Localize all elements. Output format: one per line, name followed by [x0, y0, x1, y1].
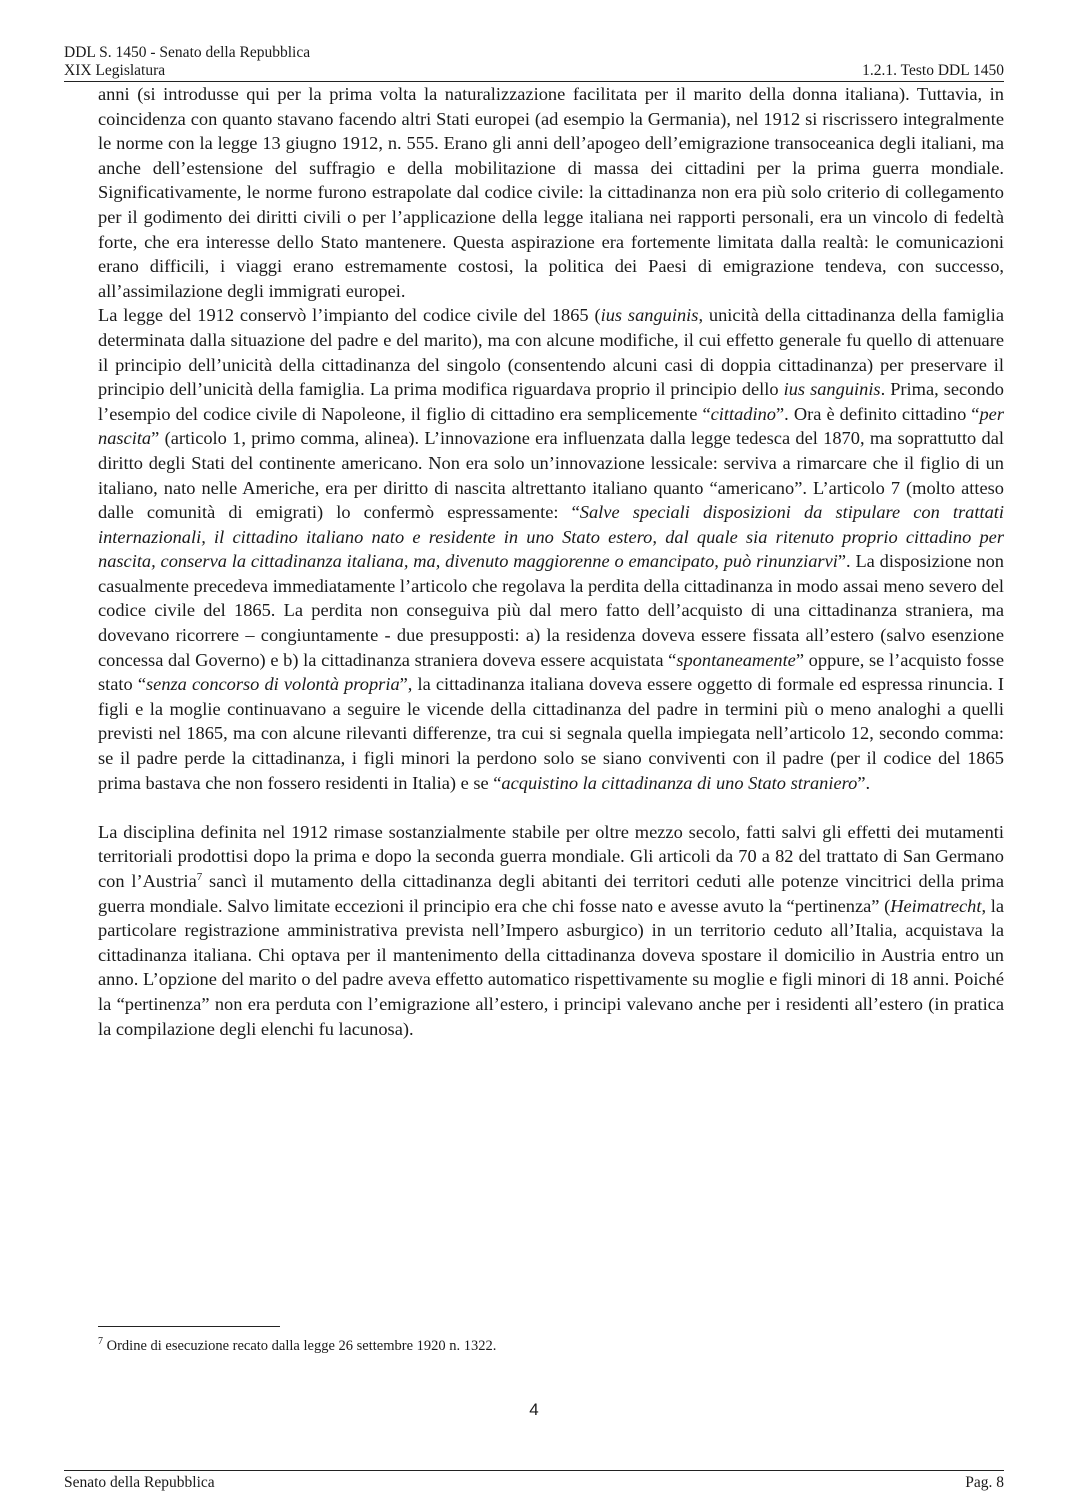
inner-page-number: 4 — [529, 1400, 539, 1419]
italic-run: cittadino — [710, 403, 777, 424]
document-body — [98, 82, 1004, 1041]
italic-run: ius sanguinis — [600, 305, 699, 326]
text-run: . Prima, secondo l’esempio del codice civile di Napoleone, il figlio di cittadino era semplicemente “ — [98, 379, 1004, 424]
document-title: DDL S. 1450 - Senato della Repubblica — [64, 44, 311, 61]
page-header — [64, 44, 1004, 82]
text-run: ”. La disposizione non casualmente precedeva immediatamente l’articolo che regolava la perdita della cittadinanza in modo assai meno severo del codice civile del 1865. La perdita non conseguiva più dal mero fatto dell’acquisto di una cittadinanza straniera, ma dovevano ricorrere – congiuntamente - due presupposti: a) la residenza doveva essere fissata all’estero (salvo esenzione concessa dal Governo) e b) la cittadinanza straniera doveva essere acquistata “ — [98, 551, 1005, 670]
paragraph-1-text: anni (si introdusse qui per la prima volta la naturalizzazione facilitata per il marito della donna italiana). Tuttavia, in coincidenza con quanto stavano facendo altri Stati europei (ad esempio la Germania), nel 1912 si riscrissero integralmente le norme con la legge 13 giugno 1912, n. 555. Erano gli anni dell’apogeo dell’emigrazione transoceanica degli italiani, ma anche dell’estensione del suffragio e della mobilitazione di massa dei cittadini per la prima guerra mondiale. Significativamente, le norme furono estrapolate dal codice civile: la cittadinanza non era più solo criterio di collegamento per il godimento dei diritti civili o per l’applicazione della legge italiana nei rapporti personali, era un vincolo di fedeltà forte, che era interesse dello Stato mantenere. Questa aspirazione era fortemente limitata dalla realtà: le comunicazioni erano difficili, i viaggi erano estremamente costosi, la politica dei Paesi di emigrazione tendeva, con successo, all’assimilazione degli immigrati europei. — [98, 84, 1004, 301]
text-run: ” oppure, se l’acquisto fosse stato “ — [98, 649, 1004, 695]
italic-run: Heimatrecht — [890, 895, 982, 916]
paragraph-3 — [98, 820, 1004, 1041]
text-run: ”. Ora è definito cittadino “ — [776, 403, 980, 424]
text-run: La disciplina definita nel 1912 rimase sostanzialmente stabile per oltre mezzo secolo, fatti salvi gli effetti dei mutamenti territoriali prodottisi dopo la prima e dopo la seconda guerra mondiale. Gli articoli da 70 a 82 del trattato di San Germano con l’Austria — [98, 821, 1004, 891]
footer-publisher: Senato della Repubblica — [64, 1474, 215, 1491]
text-run: ” (articolo 1, primo comma, alinea). L’innovazione era influenzata dalla legge tedesca del 1870, ma soprattutto dal diritto degli Stati del continente americano. Non era solo un’innovazione lessicale: serviva a rimarcare che il figlio di un italiano, nato nelle Americhe, era per diritto di nascita altrettanto italiano quanto “americano”. L’articolo 7 (molto atteso dalle comunità di emigrati) lo confermò espressamente: “ — [98, 428, 1004, 523]
italic-run: senza concorso di volontà propria — [146, 674, 400, 695]
footnote — [98, 1337, 496, 1355]
legislature-label: XIX Legislatura — [64, 62, 166, 79]
paragraph-1 — [98, 82, 1004, 303]
footer-page-number: Pag. 8 — [965, 1474, 1004, 1491]
page-footer — [64, 1474, 1004, 1492]
text-run: ”. — [857, 772, 871, 793]
italic-run: acquistino la cittadinanza di uno Stato straniero — [501, 772, 858, 793]
header-subline — [64, 62, 1004, 82]
text-run: ”, la cittadinanza italiana doveva essere oggetto di formale ed espressa rinuncia. I figli e la moglie continuavano a seguire le vicende della cittadinanza del padre in termini più o meno analoghi a quelli previsti nel 1865, ma con alcune rilevanti differenze, tra cui si segnala quella impiegata nell’articolo 12, secondo comma: se il padre perde la cittadinanza, i figli minori la perdono solo se siano conviventi con il padre (per il codice del 1865 prima bastava che non fossero residenti in Italia) e se “ — [98, 674, 1005, 793]
italic-run: spontaneamente — [676, 649, 796, 670]
section-label: 1.2.1. Testo DDL 1450 — [862, 62, 1004, 79]
italic-quote: Salve speciali disposizioni da stipulare con trattati internazionali, il cittadino italiano nato e residente in uno Stato estero, dal quale sia ritenuto proprio cittadino per nascita, conserva la cittadinanza italiana, ma, divenuto maggiorenne o emancipato, può rinunziarvi — [98, 502, 1004, 572]
text-run: La legge del 1912 conservò l’impianto del codice civile del 1865 ( — [98, 305, 601, 326]
footnote-reference[interactable]: 7 — [196, 870, 203, 883]
text-run: sancì il mutamento della cittadinanza degli abitanti dei territori ceduti alle potenze vincitrici della prima guerra mondiale. Salvo limitate eccezioni il principio era che chi fosse nato e avesse avuto la “pertinenza” ( — [98, 871, 1004, 916]
text-run: , unicità della cittadinanza della famiglia determinata dalla situazione del padre e del marito), ma con alcune modifiche, il cui effetto generale fu quello di attenuare il principio dell’unicità della cittadinanza del singolo (consentendo alcuni casi di doppia cittadinanza) per preservare il principio dell’unicità della famiglia. La prima modifica riguardava proprio il principio dello — [98, 305, 1004, 400]
footnote-number: 7 — [98, 1336, 103, 1348]
footnote-text: Ordine di esecuzione recato dalla legge 26 settembre 1920 n. 1322. — [103, 1338, 497, 1354]
italic-run: ius sanguinis — [783, 379, 881, 400]
italic-run: per nascita — [98, 403, 1004, 449]
text-run: , la particolare registrazione amministrativa prevista nell’Impero asburgico) in un territorio ceduto all’Italia, acquistava la cittadinanza italiana. Chi optava per il mantenimento della cittadinanza doveva spostare il domicilio in Austria entro un anno. L’opzione del marito o del padre aveva effetto automatico rispettivamente su moglie e figli minori di 18 anni. Poiché la “pertinenza” non era perduta con l’emigrazione all’estero, i principi valevano anche per i residenti all’estero (in pratica la compilazione degli elenchi fu lacunosa). — [98, 895, 1004, 1039]
footer-separator — [64, 1470, 1004, 1471]
paragraph-2 — [98, 303, 1004, 795]
footnote-separator — [98, 1326, 280, 1327]
